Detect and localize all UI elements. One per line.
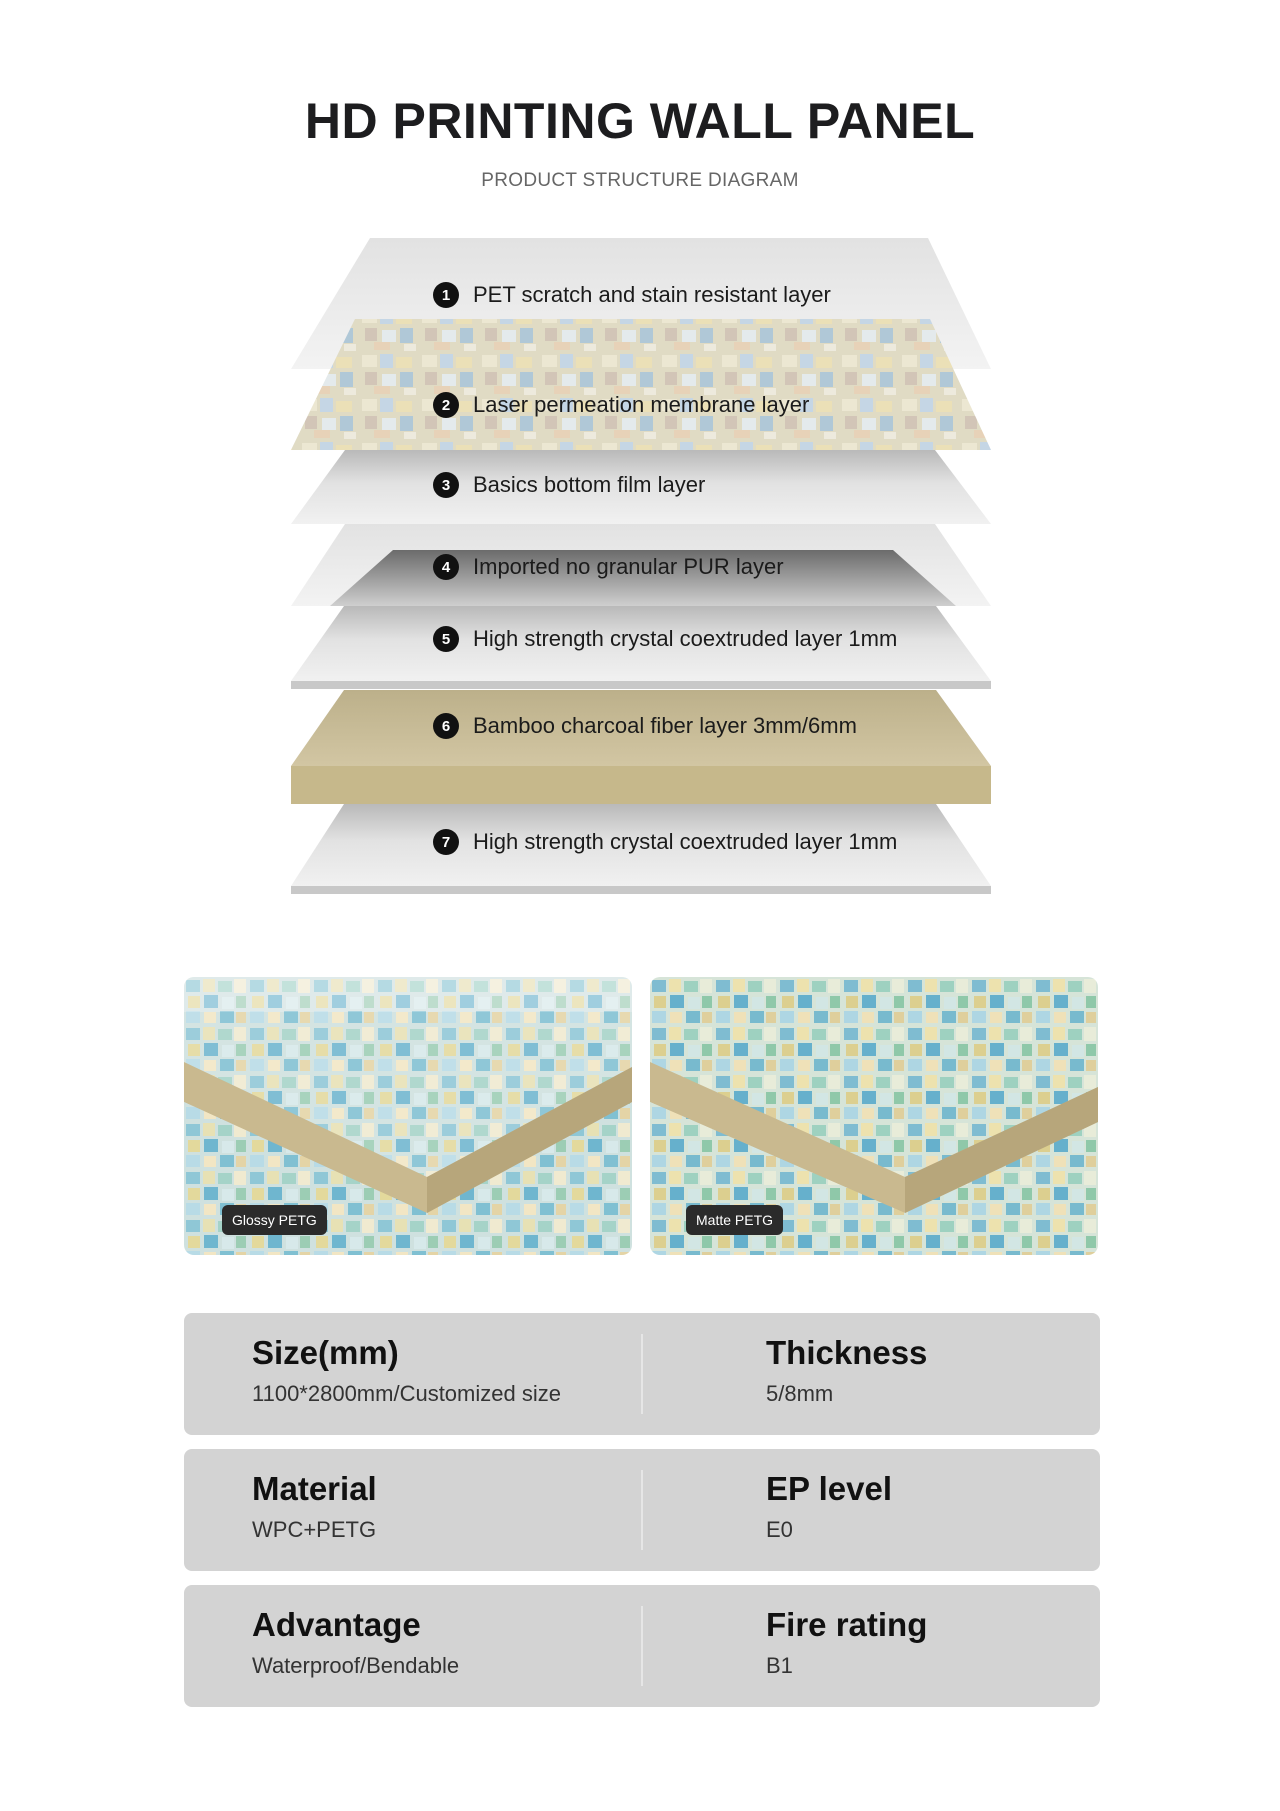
- spec-key: Material: [252, 1470, 377, 1507]
- spec-material: [252, 1469, 377, 1543]
- layer-label-3: [433, 472, 705, 498]
- spec-key: Thickness: [766, 1334, 928, 1371]
- layer-label-text: PET scratch and stain resistant layer: [473, 282, 831, 307]
- layer-number-badge: 1: [433, 282, 459, 308]
- spec-value: WPC+PETG: [252, 1517, 377, 1542]
- layer-label-text: Imported no granular PUR layer: [473, 554, 784, 579]
- layer-number-badge: 2: [433, 392, 459, 418]
- layer-number-badge: 4: [433, 554, 459, 580]
- layer-label-2: [433, 392, 809, 418]
- photo-tag: Matte PETG: [686, 1205, 783, 1235]
- photo-tag: Glossy PETG: [222, 1205, 327, 1235]
- layer-label-text: High strength crystal coextruded layer 1mm: [473, 626, 898, 651]
- spec-ep-level: [766, 1469, 892, 1543]
- layer-number-badge: 5: [433, 626, 459, 652]
- layer-label-text: High strength crystal coextruded layer 1mm: [473, 829, 898, 854]
- spec-value: Waterproof/Bendable: [252, 1653, 460, 1678]
- page-subtitle: PRODUCT STRUCTURE DIAGRAM: [481, 170, 799, 191]
- spec-value: 5/8mm: [766, 1381, 834, 1406]
- layer-number-badge: 7: [433, 829, 459, 855]
- layer-label-5: [433, 626, 897, 652]
- layer-label-1: [433, 282, 831, 308]
- spec-fire-rating: [766, 1605, 927, 1679]
- spec-divider: [641, 1334, 643, 1414]
- glossy-petg-photo: [184, 977, 632, 1255]
- spec-card-size-thickness: [184, 1313, 1100, 1435]
- spec-thickness: [766, 1333, 927, 1407]
- layer-stack-graphic: [0, 0, 1280, 900]
- matte-petg-photo: [650, 977, 1098, 1255]
- spec-size: [252, 1333, 561, 1407]
- spec-value: E0: [766, 1517, 793, 1542]
- layer-label-4: [433, 554, 784, 580]
- spec-card-advantage-fire: [184, 1585, 1100, 1707]
- spec-value: 1100*2800mm/Customized size: [252, 1381, 561, 1406]
- spec-key: EP level: [766, 1470, 892, 1507]
- layer-label-text: Bamboo charcoal fiber layer 3mm/6mm: [473, 713, 857, 738]
- spec-divider: [641, 1470, 643, 1550]
- spec-key: Advantage: [252, 1606, 421, 1643]
- layer-number-badge: 6: [433, 713, 459, 739]
- spec-advantage: [252, 1605, 459, 1679]
- page-title: HD PRINTING WALL PANEL: [304, 93, 976, 149]
- spec-key: Fire rating: [766, 1606, 928, 1643]
- spec-value: B1: [766, 1653, 793, 1678]
- spec-card-material-ep: [184, 1449, 1100, 1571]
- layer-number-badge: 3: [433, 472, 459, 498]
- structure-diagram: [0, 0, 1280, 900]
- layer-label-text: Laser permeation membrane layer: [473, 392, 810, 417]
- layer-label-text: Basics bottom film layer: [473, 472, 706, 497]
- spec-key: Size(mm): [252, 1334, 399, 1371]
- spec-divider: [641, 1606, 643, 1686]
- layer-label-6: [433, 713, 857, 739]
- layer-label-7: [433, 829, 897, 855]
